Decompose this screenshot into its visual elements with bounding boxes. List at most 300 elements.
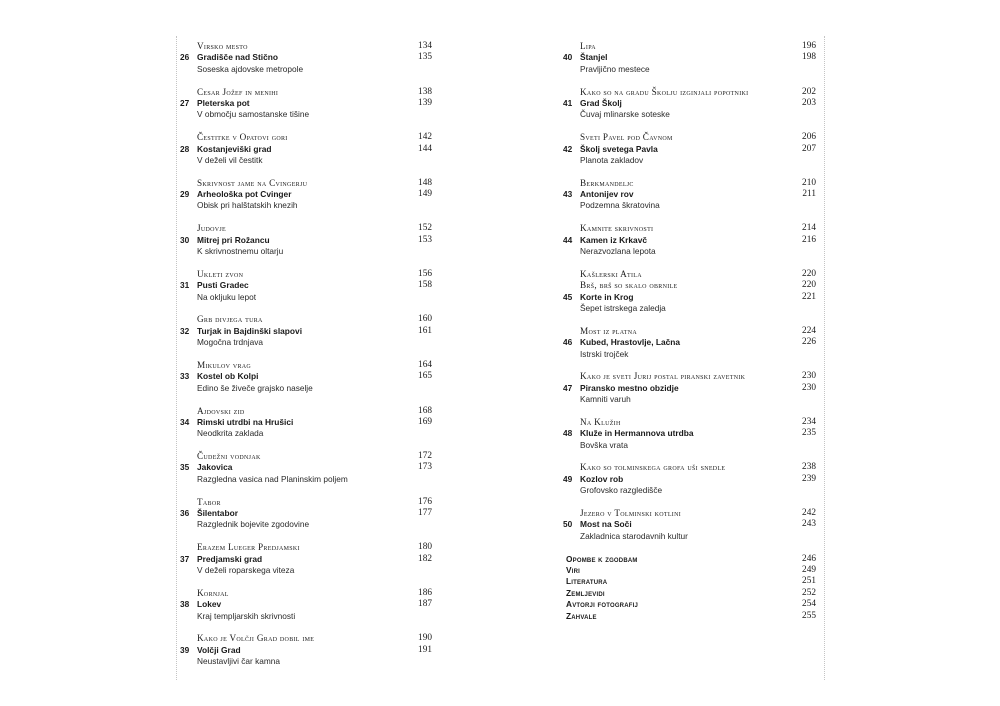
page-number: 164 [418, 359, 432, 370]
back-matter-list [563, 554, 816, 622]
toc-title-text: Pleterska pot [197, 97, 250, 108]
back-matter-title: Viri [566, 564, 581, 575]
toc-sub-text: Kraj templjarskih skrivnosti [197, 610, 296, 621]
page-number: 221 [802, 291, 816, 302]
page-number: 176 [418, 496, 432, 507]
entry-number: 46 [563, 337, 573, 348]
page-number: 158 [418, 280, 432, 291]
toc-entry [563, 326, 816, 360]
toc-sub-line [180, 292, 432, 303]
entry-number: 35 [180, 462, 190, 473]
toc-sub-line [563, 200, 816, 211]
toc-title-line [563, 474, 816, 485]
right-page-edge [824, 36, 825, 680]
toc-title-line [563, 98, 816, 109]
page-number: 168 [418, 405, 432, 416]
back-matter-item [563, 599, 816, 610]
toc-title-line [180, 189, 432, 200]
toc-sub-line [180, 109, 432, 120]
entry-spacer [563, 257, 816, 268]
toc-title-line [180, 326, 432, 337]
entry-number: 41 [563, 97, 573, 108]
page-number: 160 [418, 314, 432, 325]
toc-story-line [563, 371, 816, 382]
page-number: 172 [418, 451, 432, 462]
page-number: 173 [418, 462, 432, 473]
toc-sub-line [180, 474, 432, 485]
entry-spacer [563, 360, 816, 371]
toc-story-text: Lipa [580, 41, 596, 51]
page-number: 230 [802, 371, 816, 382]
toc-sub-text: V deželi vil čestitk [197, 154, 263, 165]
toc-title-text: Piransko mestno obzidje [580, 382, 679, 393]
page-number: 198 [802, 52, 816, 63]
page-number: 134 [418, 41, 432, 51]
toc-title-line [563, 383, 816, 394]
page-number: 242 [802, 508, 816, 519]
toc-title-line [563, 337, 816, 348]
page-number: 203 [802, 97, 816, 108]
entry-number: 31 [180, 280, 190, 291]
page-number: 169 [418, 416, 432, 427]
toc-story-text: Jezero v Tolminski kotlini [580, 508, 682, 519]
page-number: 165 [418, 371, 432, 382]
toc-sub-line [180, 383, 432, 394]
toc-title-text: Pusti Gradec [197, 280, 249, 291]
toc-story-line [563, 223, 816, 234]
page-number: 216 [802, 234, 816, 245]
toc-story-text: Tabor [197, 496, 221, 507]
toc-title-line [180, 371, 432, 382]
entry-spacer [180, 303, 432, 314]
page-number: 191 [418, 644, 432, 655]
page-number: 224 [802, 325, 816, 336]
toc-title-text: Antonijev rov [580, 189, 634, 200]
toc-story-line [563, 326, 816, 337]
toc-title-line [180, 235, 432, 246]
toc-sub-line [180, 200, 432, 211]
toc-story-text: Čestitke v Opatovi gori [197, 132, 288, 143]
toc-entry [563, 178, 816, 212]
page-number: 251 [802, 576, 816, 587]
entry-number: 48 [563, 428, 573, 439]
toc-title-line [563, 235, 816, 246]
page-number: 182 [418, 553, 432, 564]
toc-sub-text: Planota zakladov [580, 154, 644, 165]
toc-title-text: Kozlov rob [580, 473, 624, 484]
toc-story-text: Na Klužih [580, 416, 621, 427]
toc-title-text: Turjak in Bajdinški slapovi [197, 325, 303, 336]
entry-number: 34 [180, 416, 190, 427]
toc-story-line [563, 462, 816, 473]
page-number: 135 [418, 52, 432, 63]
toc-sub-text: Bovška vrata [580, 439, 628, 450]
toc-title-text: Volčji Grad [197, 644, 241, 655]
toc-story-text: Cesar Jožef in menihi [197, 86, 279, 97]
toc-title-line [180, 462, 432, 473]
toc-sub-text: Obisk pri halštatskih knezih [197, 200, 298, 211]
toc-title-text: Korte in Krog [580, 291, 634, 302]
page-number: 239 [802, 473, 816, 484]
page-number: 207 [802, 143, 816, 154]
toc-sub-line [180, 428, 432, 439]
entry-number: 40 [563, 52, 573, 63]
entry-spacer [563, 121, 816, 132]
toc-story-line [563, 178, 816, 189]
toc-story-text: Kako je sveti Jurij postal piranski zavetnik [580, 371, 746, 382]
toc-story-line [563, 508, 816, 519]
toc-entry [563, 41, 816, 75]
toc-sub-line [563, 64, 816, 75]
toc-title-line [563, 144, 816, 155]
toc-title-text: Gradišče nad Stično [197, 52, 278, 63]
toc-story-line [563, 269, 816, 280]
page-number: 235 [802, 428, 816, 439]
toc-sub-text: Neustavljivi čar kamna [197, 656, 280, 667]
entry-spacer [180, 667, 432, 678]
toc-title-text: Kostanjeviški grad [197, 143, 272, 154]
entry-spacer [563, 451, 816, 462]
toc-entry [563, 508, 816, 542]
entry-spacer [180, 212, 432, 223]
toc-sub-text: Grofovsko razgledišče [580, 485, 663, 496]
entry-number: 28 [180, 143, 190, 154]
toc-title-text: Kluže in Hermannova utrdba [580, 428, 694, 439]
toc-entry [180, 314, 432, 348]
toc-story-line [563, 41, 816, 52]
toc-title-line [180, 599, 432, 610]
entry-spacer [563, 542, 816, 553]
toc-sub-line [563, 531, 816, 542]
toc-sub-text: Na okljuku lepot [197, 291, 257, 302]
toc-story-line [563, 417, 816, 428]
toc-title-line [180, 98, 432, 109]
entry-number: 50 [563, 519, 573, 530]
toc-story-line [180, 314, 432, 325]
left-page-edge [176, 36, 177, 680]
toc-sub-text: Mogočna trdnjava [197, 337, 263, 348]
toc-story-line [563, 280, 816, 291]
toc-sub-text: Istrski trojček [580, 348, 629, 359]
toc-story-text: Kako so na gradu Školju izginjali popotniki [580, 86, 749, 97]
page-number: 196 [802, 41, 816, 51]
page-number: 142 [418, 132, 432, 143]
toc-story-text: Mikulov vrag [197, 359, 252, 370]
toc-right-column [563, 41, 816, 622]
entry-spacer [180, 349, 432, 360]
toc-sub-line [180, 519, 432, 530]
page-number: 138 [418, 86, 432, 97]
back-matter-item [563, 554, 816, 565]
toc-sub-text: Soseska ajdovske metropole [197, 63, 304, 74]
toc-title-line [563, 519, 816, 530]
entry-number: 32 [180, 325, 190, 336]
entry-spacer [180, 121, 432, 132]
toc-title-text: Mitrej pri Rožancu [197, 234, 270, 245]
toc-story-text: Kamnite skrivnosti [580, 223, 654, 234]
back-matter-title: Avtorji fotografij [566, 599, 639, 610]
back-matter-item [563, 588, 816, 599]
toc-story-line [180, 588, 432, 599]
toc-story-text: Grb divjega tura [197, 314, 263, 325]
toc-story-text: Kašlerski Atila [580, 268, 642, 279]
toc-title-line [180, 417, 432, 428]
entry-spacer [563, 497, 816, 508]
toc-sub-text: Zakladnica starodavnih kultur [580, 530, 688, 541]
toc-title-line [180, 554, 432, 565]
entry-number: 43 [563, 189, 573, 200]
entry-spacer [563, 406, 816, 417]
entry-number: 26 [180, 52, 190, 63]
entry-number: 47 [563, 382, 573, 393]
toc-story-text: Kako so tolminskega grofa uši snedle [580, 462, 726, 473]
page-number: 254 [802, 599, 816, 610]
toc-title-line [180, 645, 432, 656]
toc-sub-text: Edino še živeče grajsko naselje [197, 382, 313, 393]
toc-entry [180, 178, 432, 212]
toc-entry [180, 269, 432, 303]
entry-spacer [180, 531, 432, 542]
toc-title-line [563, 52, 816, 63]
toc-entry [180, 497, 432, 531]
entry-spacer [180, 394, 432, 405]
toc-title-text: Rimski utrdbi na Hrušici [197, 416, 294, 427]
toc-title-text: Most na Soči [580, 519, 632, 530]
toc-entry [180, 588, 432, 622]
toc-story-line [180, 41, 432, 52]
toc-title-text: Lokev [197, 599, 222, 610]
toc-story-line [180, 542, 432, 553]
toc-title-text: Jakovica [197, 462, 233, 473]
toc-entry [563, 223, 816, 257]
toc-title-text: Kostel ob Kolpi [197, 371, 259, 382]
entry-spacer [180, 485, 432, 496]
page-number: 156 [418, 268, 432, 279]
toc-sub-text: Razglednik bojevite zgodovine [197, 519, 310, 530]
toc-story-line [180, 269, 432, 280]
toc-story-text: Virsko mesto [197, 41, 248, 51]
toc-story-line [180, 633, 432, 644]
toc-sub-line [563, 440, 816, 451]
entry-number: 45 [563, 291, 573, 302]
toc-title-text: Školj svetega Pavla [580, 143, 658, 154]
back-matter-title: Literatura [566, 576, 608, 587]
toc-story-text: Kornjal [197, 587, 229, 598]
toc-sub-text: Podzemna škratovina [580, 200, 660, 211]
toc-sub-text: Nerazvozlana lepota [580, 246, 656, 257]
entry-spacer [563, 166, 816, 177]
back-matter-item [563, 576, 816, 587]
entry-number: 39 [180, 644, 190, 655]
page-number: 220 [802, 268, 816, 279]
toc-story-text: Brš, brš so skalo obrnile [580, 280, 678, 291]
toc-sub-line [180, 155, 432, 166]
page-number: 220 [802, 280, 816, 291]
page-number: 206 [802, 132, 816, 143]
page-number: 139 [418, 97, 432, 108]
entry-number: 33 [180, 371, 190, 382]
toc-sub-line [180, 64, 432, 75]
entry-spacer [563, 314, 816, 325]
toc-story-line [180, 132, 432, 143]
toc-story-text: Kako je Volčji Grad dobil ime [197, 633, 315, 644]
toc-story-line [180, 497, 432, 508]
toc-story-line [180, 360, 432, 371]
toc-sub-line [180, 565, 432, 576]
entry-spacer [563, 212, 816, 223]
entry-number: 44 [563, 234, 573, 245]
toc-title-line [180, 508, 432, 519]
entry-number: 49 [563, 473, 573, 484]
toc-title-line [180, 52, 432, 63]
toc-story-text: Ajdovski zid [197, 405, 245, 416]
toc-entry [563, 87, 816, 121]
entry-spacer [180, 166, 432, 177]
page-number: 180 [418, 542, 432, 553]
entry-spacer [180, 576, 432, 587]
toc-story-text: Ukleti zvon [197, 268, 244, 279]
toc-title-line [563, 428, 816, 439]
toc-entry [180, 406, 432, 440]
toc-sub-line [563, 394, 816, 405]
entry-spacer [180, 440, 432, 451]
toc-title-line [563, 292, 816, 303]
toc-sub-text: Čuvaj mlinarske soteske [580, 109, 670, 120]
entry-number: 29 [180, 189, 190, 200]
page-number: 177 [418, 508, 432, 519]
entry-spacer [563, 75, 816, 86]
toc-sub-line [563, 109, 816, 120]
toc-title-line [180, 144, 432, 155]
toc-title-text: Kamen iz Krkavč [580, 234, 648, 245]
page-number: 230 [802, 382, 816, 393]
toc-left-column [180, 41, 432, 679]
page-number: 243 [802, 519, 816, 530]
page-number: 152 [418, 223, 432, 234]
toc-sub-line [180, 611, 432, 622]
entry-number: 36 [180, 508, 190, 519]
toc-story-text: Berkmandeljc [580, 177, 634, 188]
toc-title-line [563, 189, 816, 200]
page-number: 234 [802, 416, 816, 427]
toc-sub-text: V deželi roparskega viteza [197, 564, 295, 575]
entry-spacer [180, 257, 432, 268]
page-number: 255 [802, 610, 816, 621]
page-number: 186 [418, 587, 432, 598]
toc-story-line [180, 178, 432, 189]
toc-sub-line [563, 246, 816, 257]
toc-sub-line [563, 303, 816, 314]
page-number: 202 [802, 86, 816, 97]
toc-sub-line [563, 485, 816, 496]
toc-story-text: Sveti Pavel pod Čavnom [580, 132, 673, 143]
back-matter-item [563, 611, 816, 622]
page-number: 190 [418, 633, 432, 644]
toc-sub-line [180, 656, 432, 667]
page-number: 226 [802, 337, 816, 348]
toc-title-text: Kubed, Hrastovlje, Lačna [580, 337, 681, 348]
toc-story-line [180, 451, 432, 462]
toc-title-line [180, 280, 432, 291]
back-matter-title: Zemljevidi [566, 587, 605, 598]
toc-story-line [180, 406, 432, 417]
toc-title-text: Šilentabor [197, 508, 238, 519]
entry-spacer [180, 622, 432, 633]
entry-spacer [180, 75, 432, 86]
toc-entry [180, 542, 432, 576]
toc-entry [180, 223, 432, 257]
toc-sub-line [563, 349, 816, 360]
toc-title-text: Arheološka pot Cvinger [197, 189, 292, 200]
page-number: 214 [802, 223, 816, 234]
entry-number: 42 [563, 143, 573, 154]
toc-sub-text: Pravljično mestece [580, 63, 650, 74]
toc-entry [180, 132, 432, 166]
toc-entry [563, 462, 816, 496]
toc-entry [180, 360, 432, 394]
toc-story-text: Skrivnost jame na Cvingerju [197, 177, 308, 188]
toc-story-line [563, 132, 816, 143]
back-matter-item [563, 565, 816, 576]
toc-sub-text: Razgledna vasica nad Planinskim poljem [197, 473, 348, 484]
toc-entry [180, 633, 432, 667]
toc-entry [563, 132, 816, 166]
page-number: 238 [802, 462, 816, 473]
entry-number: 30 [180, 234, 190, 245]
toc-sub-text: Kamniti varuh [580, 394, 631, 405]
page-number: 246 [802, 553, 816, 564]
toc-title-text: Grad Školj [580, 97, 622, 108]
page-number: 252 [802, 587, 816, 598]
page-number: 210 [802, 177, 816, 188]
toc-entry [180, 87, 432, 121]
page-number: 249 [802, 564, 816, 575]
toc-sub-line [563, 155, 816, 166]
page-number: 148 [418, 177, 432, 188]
toc-entry [563, 371, 816, 405]
page-number: 187 [418, 599, 432, 610]
page-number: 211 [802, 189, 816, 200]
entry-number: 38 [180, 599, 190, 610]
back-matter-title: Zahvale [566, 610, 597, 621]
page-number: 144 [418, 143, 432, 154]
toc-story-text: Čudežni vodnjak [197, 451, 261, 462]
toc-story-text: Judovje [197, 223, 227, 234]
toc-story-line [180, 87, 432, 98]
toc-entry [563, 269, 816, 315]
toc-entry [563, 417, 816, 451]
toc-title-text: Predjamski grad [197, 553, 263, 564]
entry-number: 37 [180, 553, 190, 564]
toc-sub-line [180, 246, 432, 257]
page-number: 153 [418, 234, 432, 245]
toc-sub-text: Neodkrita zaklada [197, 428, 264, 439]
page-number: 149 [418, 189, 432, 200]
toc-sub-line [180, 337, 432, 348]
toc-story-text: Most iz platna [580, 325, 637, 336]
toc-story-line [563, 87, 816, 98]
toc-sub-text: V območju samostanske tišine [197, 109, 310, 120]
toc-title-text: Štanjel [580, 52, 608, 63]
back-matter-title: Opombe k zgodbam [566, 553, 638, 564]
toc-story-text: Erazem Lueger Predjamski [197, 542, 300, 553]
entry-number: 27 [180, 97, 190, 108]
toc-entry [180, 41, 432, 75]
toc-story-line [180, 223, 432, 234]
toc-sub-text: Šepet istrskega zaledja [580, 302, 666, 313]
toc-entry [180, 451, 432, 485]
toc-sub-text: K skrivnostnemu oltarju [197, 246, 284, 257]
